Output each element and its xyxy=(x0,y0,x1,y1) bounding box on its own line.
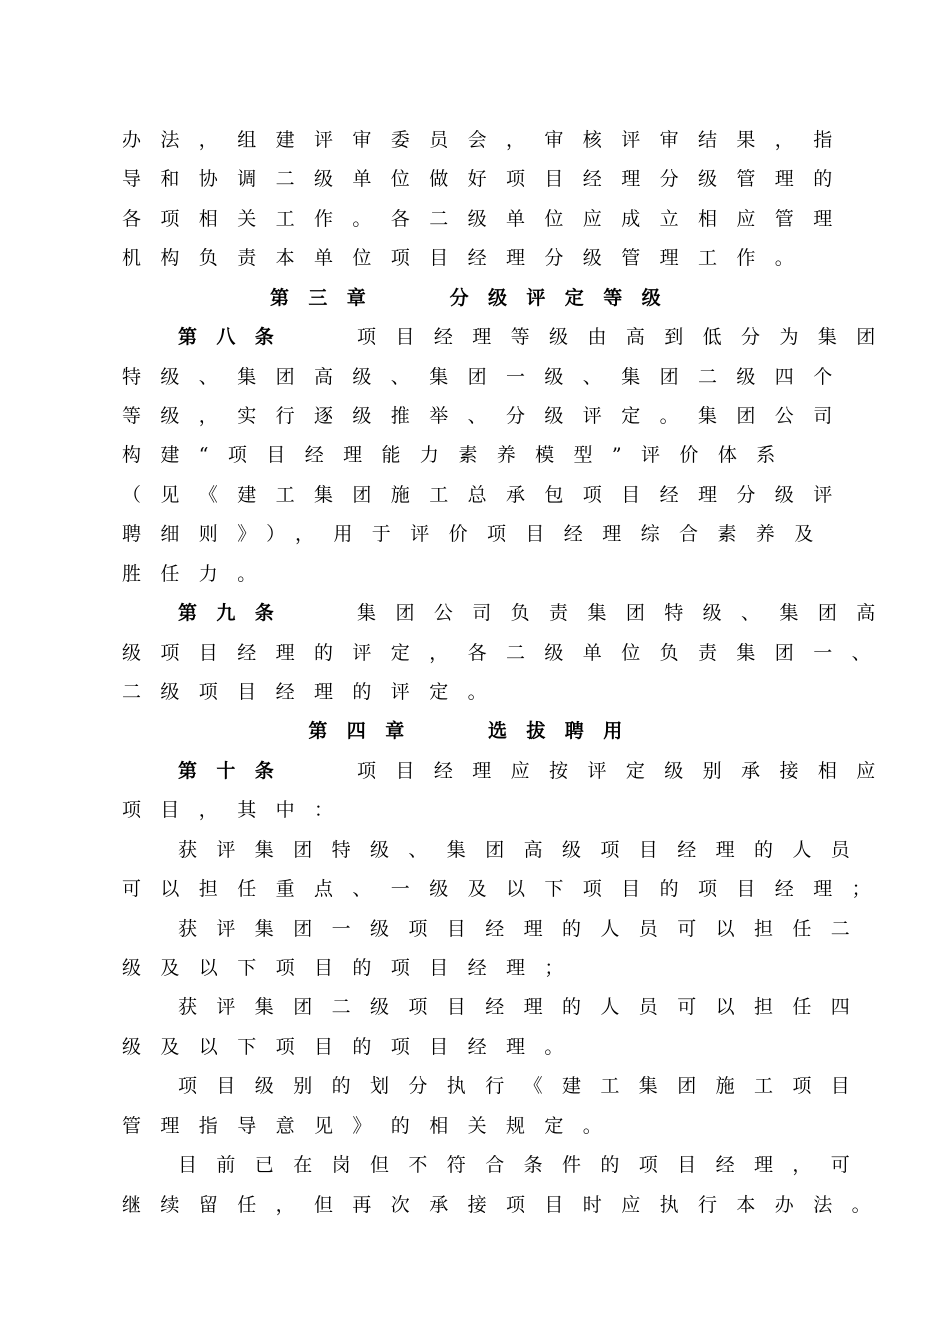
body-line-7: 等级，实行逐级推举、分级评定。集团公司 xyxy=(122,405,852,427)
body-line-8: 构建“项目经理能力素养模型”评价体系 xyxy=(122,444,795,466)
article-9-label: 第九条 xyxy=(178,602,294,624)
article-8-line-1 xyxy=(178,324,898,350)
body-line-25: 管理指导意见》的相关规定。 xyxy=(122,1115,622,1137)
body-line-6: 特级、集团高级、集团一级、集团二级四个 xyxy=(122,366,852,388)
body-line-9: （见《建工集团施工总承包项目经理分级评 xyxy=(122,484,852,506)
chapter-3-heading: 第三章 分级评定等级 xyxy=(269,287,680,309)
article-10-line-1 xyxy=(178,758,898,784)
body-line-14: 二级项目经理的评定。 xyxy=(122,681,507,703)
body-line-11: 胜任力。 xyxy=(122,563,276,585)
indent-line-26: 目前已在岗但不符合条件的项目经理，可 xyxy=(178,1154,870,1176)
indent-line-24: 项目级别的划分执行《建工集团施工项目 xyxy=(178,1075,870,1097)
body-line-27: 继续留任，但再次承接项目时应执行本办法。 xyxy=(122,1194,891,1216)
body-line-23: 级及以下项目的项目经理。 xyxy=(122,1036,583,1058)
body-line-10: 聘细则》），用于评价项目经理综合素养及 xyxy=(122,523,833,545)
article-10-text: 项目经理应按评定级别承接相应 xyxy=(293,760,895,782)
body-line-21: 级及以下项目的项目经理； xyxy=(122,957,583,979)
body-line-17: 项目，其中： xyxy=(122,799,353,821)
indent-line-22: 获评集团二级项目经理的人员可以担任四 xyxy=(178,996,870,1018)
article-9-line-1 xyxy=(178,600,898,626)
body-line-2: 导和协调二级单位做好项目经理分级管理的 xyxy=(122,168,852,190)
body-line-19: 可以担任重点、一级及以下项目的项目经理； xyxy=(122,878,891,900)
body-line-1: 办法，组建评审委员会，审核评审结果，指 xyxy=(122,129,852,151)
chapter-4-heading: 第四章 选拔聘用 xyxy=(308,720,642,742)
article-8-text: 项目经理等级由高到低分为集团 xyxy=(293,326,895,348)
body-line-4: 机构负责本单位项目经理分级管理工作。 xyxy=(122,247,814,269)
indent-line-18: 获评集团特级、集团高级项目经理的人员 xyxy=(178,839,870,861)
body-line-13: 级项目经理的评定，各二级单位负责集团一、 xyxy=(122,642,891,664)
article-10-label: 第十条 xyxy=(178,760,294,782)
body-line-3: 各项相关工作。各二级单位应成立相应管理 xyxy=(122,208,852,230)
indent-line-20: 获评集团一级项目经理的人员可以担任二 xyxy=(178,918,870,940)
article-8-label: 第八条 xyxy=(178,326,294,348)
article-9-text: 集团公司负责集团特级、集团高 xyxy=(293,602,895,624)
